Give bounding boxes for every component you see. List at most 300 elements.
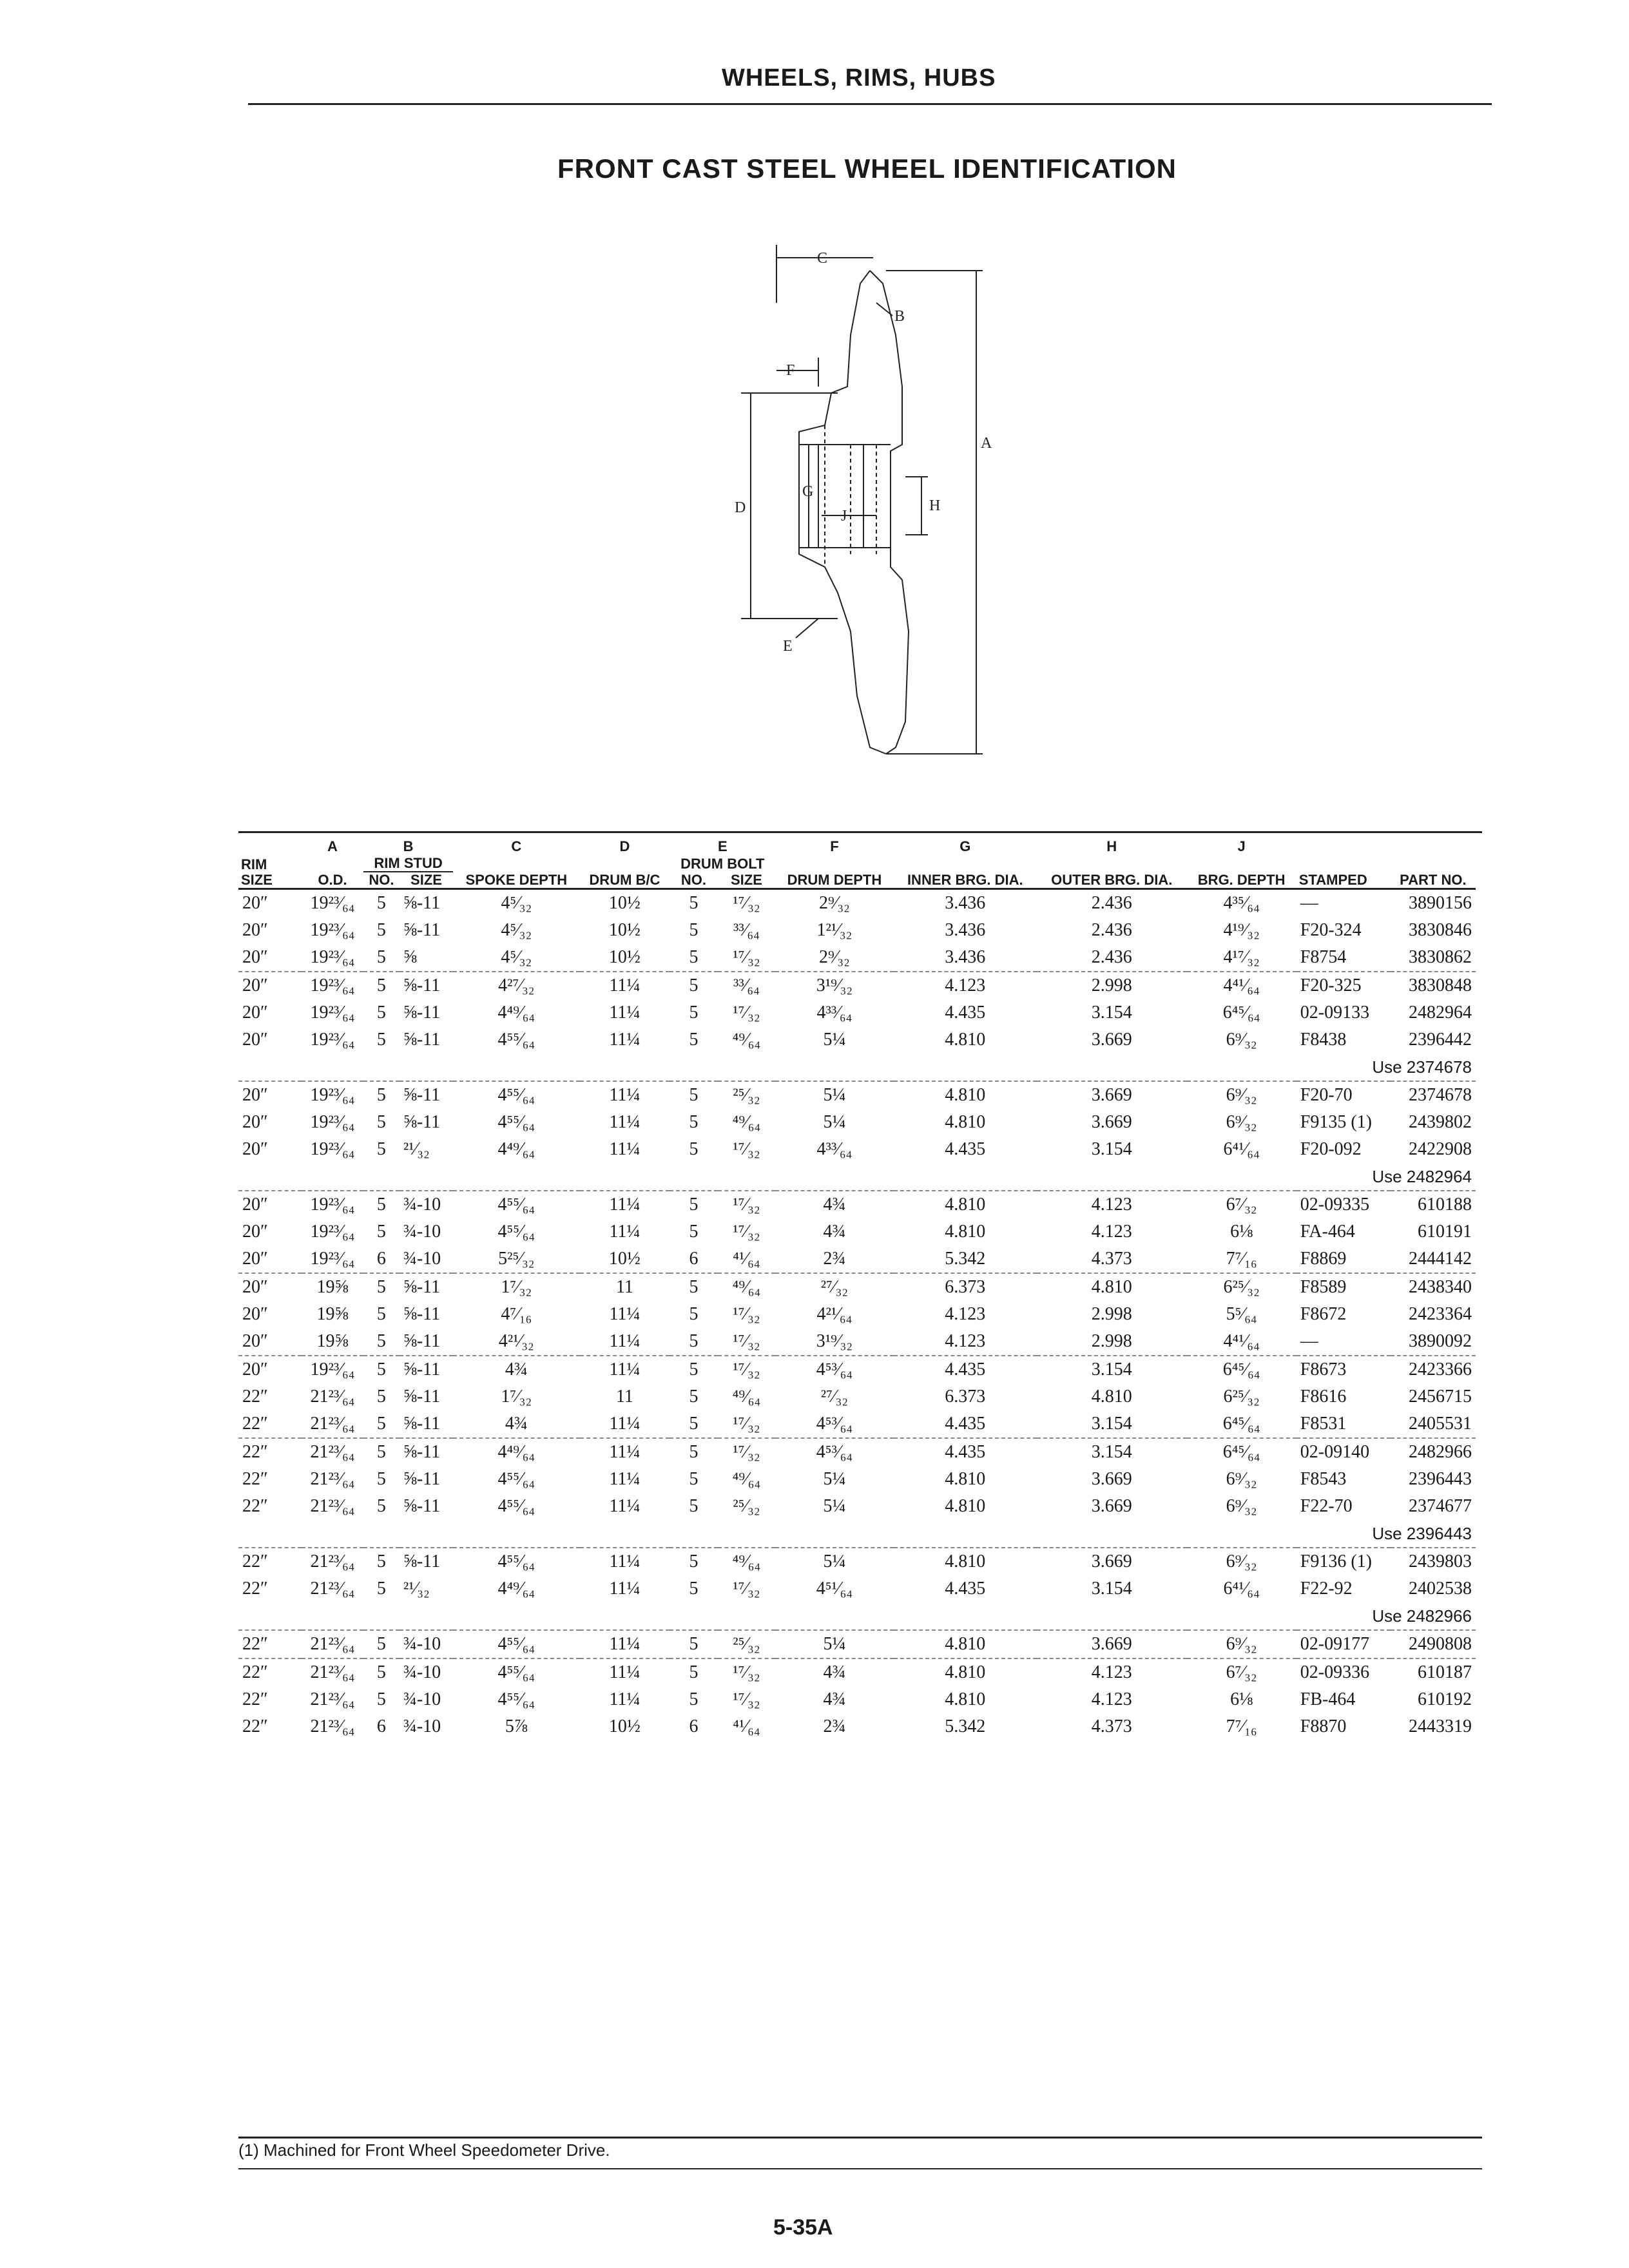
- table-cell: 3.436: [945, 920, 986, 940]
- table-cell: 3.436: [945, 947, 986, 967]
- col-part-no: PART NO.: [1400, 872, 1467, 888]
- page-title: FRONT CAST STEEL WHEEL IDENTIFICATION: [557, 153, 1177, 184]
- table-cell: 4¹⁷⁄₃₂: [1223, 947, 1260, 967]
- table-cell: F20-70: [1296, 1081, 1391, 1109]
- table-cell: F8672: [1300, 1304, 1347, 1324]
- table-cell: 11¼: [580, 972, 670, 999]
- table-cell: ⁴¹⁄₆₄: [733, 1249, 760, 1269]
- table-cell: 5: [363, 1438, 400, 1466]
- table-cell: 2482964: [1409, 1003, 1472, 1023]
- table-cell: 5: [363, 1548, 400, 1575]
- table-cell: ⅝-11: [400, 1081, 453, 1109]
- table-cell: 2⁹⁄₃₂: [818, 947, 850, 967]
- table-cell: 5: [689, 1689, 699, 1709]
- table-cell: 6: [376, 1716, 386, 1736]
- table-cell: 4.810: [945, 1030, 986, 1050]
- table-row: [238, 1109, 1476, 1136]
- table-cell: 5: [670, 1273, 717, 1301]
- table-cell: 4²⁷⁄₃₂: [453, 972, 579, 999]
- col-bolt-no: NO.: [680, 872, 707, 888]
- table-cell: 2490808: [1391, 1630, 1476, 1658]
- table-cell: 4.810: [894, 1658, 1037, 1686]
- use-note-row: [238, 1520, 1476, 1548]
- table-cell: ¹⁷⁄₃₂: [718, 1438, 776, 1466]
- table-cell: 5: [363, 1356, 400, 1383]
- table-cell: 19²³⁄₆₄: [302, 1191, 363, 1218]
- table-cell: 2.998: [1091, 1304, 1132, 1324]
- table-cell: ⅝-11: [403, 893, 441, 913]
- table-cell: 6: [376, 1249, 386, 1269]
- table-cell: 2374677: [1409, 1496, 1472, 1516]
- table-cell: 4⁴⁹⁄₆₄: [497, 1003, 535, 1023]
- table-row: [238, 1438, 1476, 1466]
- col-rim-size: RIM SIZE: [241, 856, 273, 888]
- col-drum-bolt: DRUM BOLT: [680, 856, 765, 872]
- table-cell: 4¹⁹⁄₃₂: [1223, 920, 1260, 940]
- table-cell: 4¾: [823, 1689, 846, 1709]
- table-cell: 2.998: [1091, 1331, 1132, 1351]
- table-cell: 3830848: [1391, 972, 1476, 999]
- table-cell: ⁴⁹⁄₆₄: [732, 1387, 761, 1407]
- col-d-letter: D: [619, 838, 630, 854]
- table-cell: 610187: [1391, 1658, 1476, 1686]
- table-cell: 11¼: [609, 1112, 641, 1132]
- col-inner-brg: INNER BRG. DIA.: [907, 872, 1023, 888]
- table-row: [238, 890, 1476, 917]
- col-stamped: STAMPED: [1298, 872, 1367, 888]
- table-cell: 6: [689, 1249, 699, 1269]
- use-note: Use 2482964: [1372, 1166, 1472, 1186]
- table-cell: 4⁴¹⁄₆₄: [1223, 1331, 1260, 1351]
- table-row: [238, 1575, 1476, 1602]
- table-cell: 3890092: [1409, 1331, 1472, 1351]
- table-cell: 10½: [608, 893, 641, 913]
- table-row: [238, 1383, 1476, 1410]
- table-cell: 11: [580, 1273, 670, 1301]
- table-cell: 6⅛: [1230, 1222, 1253, 1242]
- table-cell: 2422908: [1409, 1139, 1472, 1159]
- table-cell: 21²³⁄₆₄: [310, 1716, 355, 1736]
- table-cell: 22″: [242, 1469, 268, 1489]
- table-cell: 1²¹⁄₃₂: [816, 920, 853, 940]
- table-cell: ⅝-11: [403, 1304, 441, 1324]
- table-cell: 4¾: [775, 1658, 893, 1686]
- table-cell: ⅝-11: [403, 1469, 441, 1489]
- table-cell: 2423366: [1391, 1356, 1476, 1383]
- table-cell: ⅝-11: [400, 1356, 453, 1383]
- table-cell: ¹⁷⁄₃₂: [733, 1414, 760, 1434]
- table-cell: 21²³⁄₆₄: [310, 1579, 355, 1599]
- table-cell: 5: [689, 1222, 699, 1242]
- table-cell: 6²⁵⁄₃₂: [1187, 1273, 1296, 1301]
- table-cell: 11¼: [609, 1331, 641, 1351]
- footnote: (1) Machined for Front Wheel Speedometer Drive.: [238, 2140, 610, 2160]
- col-j-letter: J: [1237, 838, 1246, 854]
- table-cell: 610191: [1418, 1222, 1472, 1242]
- table-cell: 6.373: [894, 1273, 1037, 1301]
- table-cell: 4.123: [1091, 1689, 1132, 1709]
- table-cell: 5: [363, 1191, 400, 1218]
- table-cell: ⅝-11: [403, 1496, 441, 1516]
- table-cell: ¾-10: [403, 1689, 441, 1709]
- header-rule: [248, 103, 1492, 105]
- col-f-letter: F: [830, 838, 839, 854]
- table-cell: 3.669: [1091, 1030, 1132, 1050]
- table-cell: 5¼: [823, 1112, 846, 1132]
- table-cell: 11: [615, 1387, 633, 1407]
- table-cell: 11¼: [580, 1548, 670, 1575]
- table-cell: 11¼: [580, 1658, 670, 1686]
- table-cell: 21²³⁄₆₄: [310, 1387, 355, 1407]
- table-cell: 4.435: [945, 1414, 986, 1434]
- table-cell: ⁴⁹⁄₆₄: [718, 1548, 776, 1575]
- table-cell: 11¼: [580, 1191, 670, 1218]
- table-cell: ¾-10: [400, 1630, 453, 1658]
- label-e: E: [783, 638, 793, 655]
- col-stud-no: NO.: [369, 872, 394, 888]
- table-cell: ¹⁷⁄₃₂: [733, 1331, 760, 1351]
- table-cell: 4¾: [453, 1356, 579, 1383]
- table-cell: 11¼: [580, 1438, 670, 1466]
- table-cell: 19²³⁄₆₄: [310, 1112, 355, 1132]
- table-cell: 11¼: [609, 1469, 641, 1489]
- table-cell: 5: [689, 1387, 699, 1407]
- table-cell: 6⁹⁄₃₂: [1226, 1030, 1257, 1050]
- table-cell: ⅝-11: [403, 1387, 441, 1407]
- table-cell: ⅝-11: [400, 1548, 453, 1575]
- table-cell: 20″: [242, 1249, 268, 1269]
- table-cell: F9135 (1): [1300, 1112, 1373, 1132]
- table-cell: 4⁴⁹⁄₆₄: [497, 1579, 535, 1599]
- table-cell: 11¼: [609, 1139, 641, 1159]
- table-cell: ²¹⁄₃₂: [403, 1579, 430, 1599]
- table-cell: 3.669: [1037, 1630, 1187, 1658]
- table-cell: 610188: [1391, 1191, 1476, 1218]
- table-row: [238, 972, 1476, 999]
- table-cell: 5: [363, 1273, 400, 1301]
- table-cell: —: [1300, 1331, 1318, 1351]
- use-note: Use 2374678: [1372, 1057, 1472, 1077]
- table-cell: 5²⁵⁄₃₂: [498, 1249, 535, 1269]
- table-row: [238, 1410, 1476, 1438]
- table-cell: ²⁷⁄₃₂: [775, 1273, 893, 1301]
- table-cell: 4.810: [945, 1469, 986, 1489]
- table-cell: 02-09336: [1296, 1658, 1391, 1686]
- table-cell: 5: [670, 1438, 717, 1466]
- table-cell: 02-09177: [1296, 1630, 1391, 1658]
- table-cell: 5: [363, 1081, 400, 1109]
- table-cell: 11¼: [580, 1081, 670, 1109]
- table-cell: 4.810: [1091, 1387, 1132, 1407]
- col-drum-bc: DRUM B/C: [589, 872, 660, 888]
- table-cell: 2405531: [1409, 1414, 1472, 1434]
- table-cell: 5¼: [823, 1030, 846, 1050]
- table-cell: 5: [670, 1658, 717, 1686]
- table-cell: 4²¹⁄₆₄: [816, 1304, 853, 1324]
- table-cell: 4⁷⁄₁₆: [501, 1304, 532, 1324]
- table-cell: 5: [376, 1387, 386, 1407]
- table-cell: 5¼: [823, 1469, 846, 1489]
- table-cell: 5: [670, 1548, 717, 1575]
- table-cell: 4⁵⁵⁄₆₄: [497, 1030, 535, 1050]
- table-cell: 20″: [242, 1222, 268, 1242]
- table-cell: 10½: [608, 920, 641, 940]
- table-cell: 4⁵³⁄₆₄: [816, 1414, 853, 1434]
- table-cell: 2443319: [1409, 1716, 1472, 1736]
- table-cell: 11¼: [609, 1030, 641, 1050]
- footnote-rule: [238, 2168, 1482, 2169]
- table-cell: 6⁹⁄₃₂: [1226, 1469, 1257, 1489]
- table-row: [238, 1218, 1476, 1245]
- table-cell: 21²³⁄₆₄: [302, 1658, 363, 1686]
- table-cell: 5: [689, 947, 699, 967]
- table-cell: 4⁵⁵⁄₆₄: [497, 1469, 535, 1489]
- table-cell: 22″: [238, 1548, 302, 1575]
- col-b-letter: B: [403, 838, 414, 854]
- table-cell: 22″: [242, 1387, 268, 1407]
- table-cell: F20-092: [1300, 1139, 1362, 1159]
- table-cell: 22″: [242, 1414, 268, 1434]
- table-cell: 19⅝: [316, 1331, 349, 1351]
- label-f: F: [786, 362, 795, 379]
- table-cell: 5¼: [823, 1496, 846, 1516]
- table-cell: 5: [689, 1139, 699, 1159]
- table-cell: 3.154: [1091, 1003, 1132, 1023]
- table-cell: 19²³⁄₆₄: [310, 893, 355, 913]
- table-cell: 2374678: [1391, 1081, 1476, 1109]
- label-j: J: [841, 508, 847, 524]
- table-cell: 2482966: [1391, 1438, 1476, 1466]
- table-cell: 5: [376, 1689, 386, 1709]
- table-cell: 19²³⁄₆₄: [302, 1081, 363, 1109]
- table-cell: 5: [689, 1496, 699, 1516]
- table-cell: 2439803: [1391, 1548, 1476, 1575]
- table-cell: FA-464: [1300, 1222, 1355, 1242]
- table-cell: 11¼: [609, 1304, 641, 1324]
- table-cell: 4⁵³⁄₆₄: [775, 1356, 893, 1383]
- table-cell: 4.810: [894, 1548, 1037, 1575]
- table-cell: 21²³⁄₆₄: [302, 1630, 363, 1658]
- table-cell: ⁴⁹⁄₆₄: [718, 1273, 776, 1301]
- table-cell: 6: [689, 1716, 699, 1736]
- table-cell: 2⁹⁄₃₂: [818, 893, 850, 913]
- section-header: WHEELS, RIMS, HUBS: [722, 64, 996, 91]
- table-cell: 5: [376, 1222, 386, 1242]
- table-cell: 5: [689, 1003, 699, 1023]
- table-cell: 19²³⁄₆₄: [302, 972, 363, 999]
- table-cell: 11¼: [609, 1579, 641, 1599]
- table-cell: 4.810: [945, 1496, 986, 1516]
- table-cell: 6.373: [945, 1387, 986, 1407]
- table-cell: 2423364: [1409, 1304, 1472, 1324]
- table-cell: 5: [670, 1081, 717, 1109]
- table-cell: 6⁹⁄₃₂: [1226, 1112, 1257, 1132]
- table-row: [238, 1713, 1476, 1740]
- table-cell: 6⁷⁄₃₂: [1187, 1191, 1296, 1218]
- table-cell: ⅝-11: [403, 1331, 441, 1351]
- table-cell: 3.154: [1091, 1579, 1132, 1599]
- table-cell: 4.435: [894, 1356, 1037, 1383]
- use-note-row: [238, 1602, 1476, 1630]
- table-cell: ¾-10: [403, 1222, 441, 1242]
- table-cell: 5: [376, 947, 386, 967]
- table-cell: 2438340: [1391, 1273, 1476, 1301]
- table-cell: ¹⁷⁄₃₂: [733, 893, 760, 913]
- table-cell: 4³³⁄₆₄: [816, 1003, 853, 1023]
- table-cell: 4⁵¹⁄₆₄: [816, 1579, 853, 1599]
- table-cell: 20″: [238, 1273, 302, 1301]
- table-cell: ⅝-11: [403, 1414, 441, 1434]
- table-cell: 5: [363, 972, 400, 999]
- table-cell: ¹⁷⁄₃₂: [718, 1658, 776, 1686]
- table-cell: 19⅝: [316, 1304, 349, 1324]
- table-cell: ²⁵⁄₃₂: [733, 1496, 760, 1516]
- table-cell: F8754: [1300, 947, 1347, 967]
- table-cell: 19²³⁄₆₄: [310, 1139, 355, 1159]
- label-c: C: [817, 250, 828, 267]
- table-cell: 2396442: [1409, 1030, 1472, 1050]
- col-stud-size: SIZE: [410, 872, 442, 888]
- table-cell: 5: [689, 1469, 699, 1489]
- table-cell: 21²³⁄₆₄: [310, 1689, 355, 1709]
- table-cell: F8673: [1296, 1356, 1391, 1383]
- table-cell: 5: [689, 1030, 699, 1050]
- table-row: [238, 1356, 1476, 1383]
- table-cell: 4⁵⁵⁄₆₄: [497, 1496, 535, 1516]
- table-cell: F8870: [1300, 1716, 1347, 1736]
- table-cell: 2.998: [1037, 972, 1187, 999]
- table-cell: 19⅝: [302, 1273, 363, 1301]
- table-cell: 4⁵⁵⁄₆₄: [453, 1658, 579, 1686]
- table-cell: 2¾: [823, 1249, 846, 1269]
- table-cell: ³³⁄₆₄: [718, 972, 776, 999]
- table-cell: 2¾: [823, 1716, 846, 1736]
- table-row: [238, 1245, 1476, 1273]
- table-cell: 2396443: [1409, 1469, 1472, 1489]
- table-cell: ⁴⁹⁄₆₄: [732, 1030, 761, 1050]
- table-cell: 5: [376, 1030, 386, 1050]
- table-cell: 2.436: [1091, 947, 1132, 967]
- table-cell: 20″: [242, 920, 268, 940]
- table-cell: 19²³⁄₆₄: [310, 1003, 355, 1023]
- table-cell: F22-70: [1300, 1496, 1353, 1516]
- table-cell: 4⁵⁵⁄₆₄: [453, 1081, 579, 1109]
- table-cell: 5: [376, 1579, 386, 1599]
- table-cell: 22″: [242, 1579, 268, 1599]
- table-cell: 3.669: [1091, 1496, 1132, 1516]
- table-cell: F8543: [1300, 1469, 1347, 1489]
- table-cell: 19²³⁄₆₄: [310, 1030, 355, 1050]
- table-cell: 5: [363, 1658, 400, 1686]
- table-row: [238, 1630, 1476, 1658]
- table-top-rule: [238, 831, 1482, 833]
- table-cell: 5: [689, 1112, 699, 1132]
- table-cell: 2456715: [1409, 1387, 1472, 1407]
- table-cell: 6⁴¹⁄₆₄: [1223, 1579, 1260, 1599]
- table-cell: 4¾: [505, 1414, 528, 1434]
- table-cell: 6⁷⁄₃₂: [1187, 1658, 1296, 1686]
- table-cell: ¹⁷⁄₃₂: [733, 1139, 760, 1159]
- table-cell: 5: [376, 1469, 386, 1489]
- page-number: 5-35A: [773, 2215, 833, 2240]
- table-cell: 11¼: [609, 1222, 641, 1242]
- table-cell: 19²³⁄₆₄: [310, 920, 355, 940]
- table-cell: 21²³⁄₆₄: [302, 1548, 363, 1575]
- table-cell: 4.123: [945, 1331, 986, 1351]
- table-cell: 3.669: [1091, 1469, 1132, 1489]
- table-cell: ¹⁷⁄₃₂: [733, 1689, 760, 1709]
- table-cell: 22″: [238, 1630, 302, 1658]
- table-cell: ¹⁷⁄₃₂: [733, 947, 760, 967]
- table-cell: 20″: [242, 1003, 268, 1023]
- table-cell: 4²¹⁄₃₂: [498, 1331, 534, 1351]
- table-cell: 22″: [242, 1496, 268, 1516]
- table-row: [238, 1686, 1476, 1713]
- table-cell: 6⁴⁵⁄₆₄: [1187, 1438, 1296, 1466]
- table-cell: 10½: [608, 1716, 641, 1736]
- table-cell: 5: [670, 1191, 717, 1218]
- table-cell: 6⁴¹⁄₆₄: [1223, 1139, 1260, 1159]
- table-cell: 20″: [242, 893, 268, 913]
- table-cell: 1⁷⁄₃₂: [501, 1387, 532, 1407]
- table-cell: ¹⁷⁄₃₂: [718, 1191, 776, 1218]
- table-cell: ¹⁷⁄₃₂: [718, 1356, 776, 1383]
- table-cell: 4.810: [1037, 1273, 1187, 1301]
- table-cell: 4.810: [945, 1112, 986, 1132]
- table-cell: 5¼: [775, 1081, 893, 1109]
- table-cell: 21²³⁄₆₄: [310, 1469, 355, 1489]
- table-cell: ¾-10: [400, 1658, 453, 1686]
- col-brg-depth: BRG. DEPTH: [1197, 872, 1286, 888]
- table-cell: 5.342: [945, 1249, 986, 1269]
- table-cell: 4.435: [945, 1579, 986, 1599]
- table-cell: 3¹⁹⁄₃₂: [775, 972, 893, 999]
- table-cell: 4³³⁄₆₄: [816, 1139, 853, 1159]
- table-cell: 6⅛: [1230, 1689, 1253, 1709]
- table-cell: 22″: [242, 1716, 268, 1736]
- col-a-letter: A: [327, 838, 338, 854]
- table-cell: ²¹⁄₃₂: [403, 1139, 430, 1159]
- table-row: [238, 1658, 1476, 1686]
- table-cell: 3.669: [1091, 1112, 1132, 1132]
- table-cell: 4⁵⁵⁄₆₄: [453, 1548, 579, 1575]
- table-cell: 4.810: [894, 1081, 1037, 1109]
- table-cell: 4.435: [894, 1438, 1037, 1466]
- table-cell: 6²⁵⁄₃₂: [1223, 1387, 1260, 1407]
- table-cell: ²⁷⁄₃₂: [820, 1387, 849, 1407]
- table-cell: 4.373: [1091, 1249, 1132, 1269]
- col-rim-stud: RIM STUD: [363, 854, 453, 872]
- table-cell: 4.123: [1037, 1191, 1187, 1218]
- table-cell: 7⁷⁄₁₆: [1226, 1716, 1257, 1736]
- table-cell: ²⁵⁄₃₂: [718, 1081, 776, 1109]
- table-cell: ⅝-11: [400, 972, 453, 999]
- table-cell: 02-09335: [1296, 1191, 1391, 1218]
- label-a: A: [981, 435, 992, 452]
- table-cell: 6⁴⁵⁄₆₄: [1187, 1356, 1296, 1383]
- wheel-spec-table: [238, 838, 1476, 1740]
- table-cell: 20″: [242, 1304, 268, 1324]
- label-d: D: [735, 499, 746, 516]
- table-cell: 4⁵⁄₃₂: [501, 920, 532, 940]
- table-cell: ⅝-11: [403, 1030, 441, 1050]
- table-cell: 4⁵⁄₃₂: [501, 893, 532, 913]
- table-cell: 5¼: [775, 1548, 893, 1575]
- table-cell: 20″: [238, 1191, 302, 1218]
- table-cell: 11¼: [609, 1003, 641, 1023]
- table-cell: ⅝-11: [403, 1112, 441, 1132]
- table-row: [238, 1081, 1476, 1109]
